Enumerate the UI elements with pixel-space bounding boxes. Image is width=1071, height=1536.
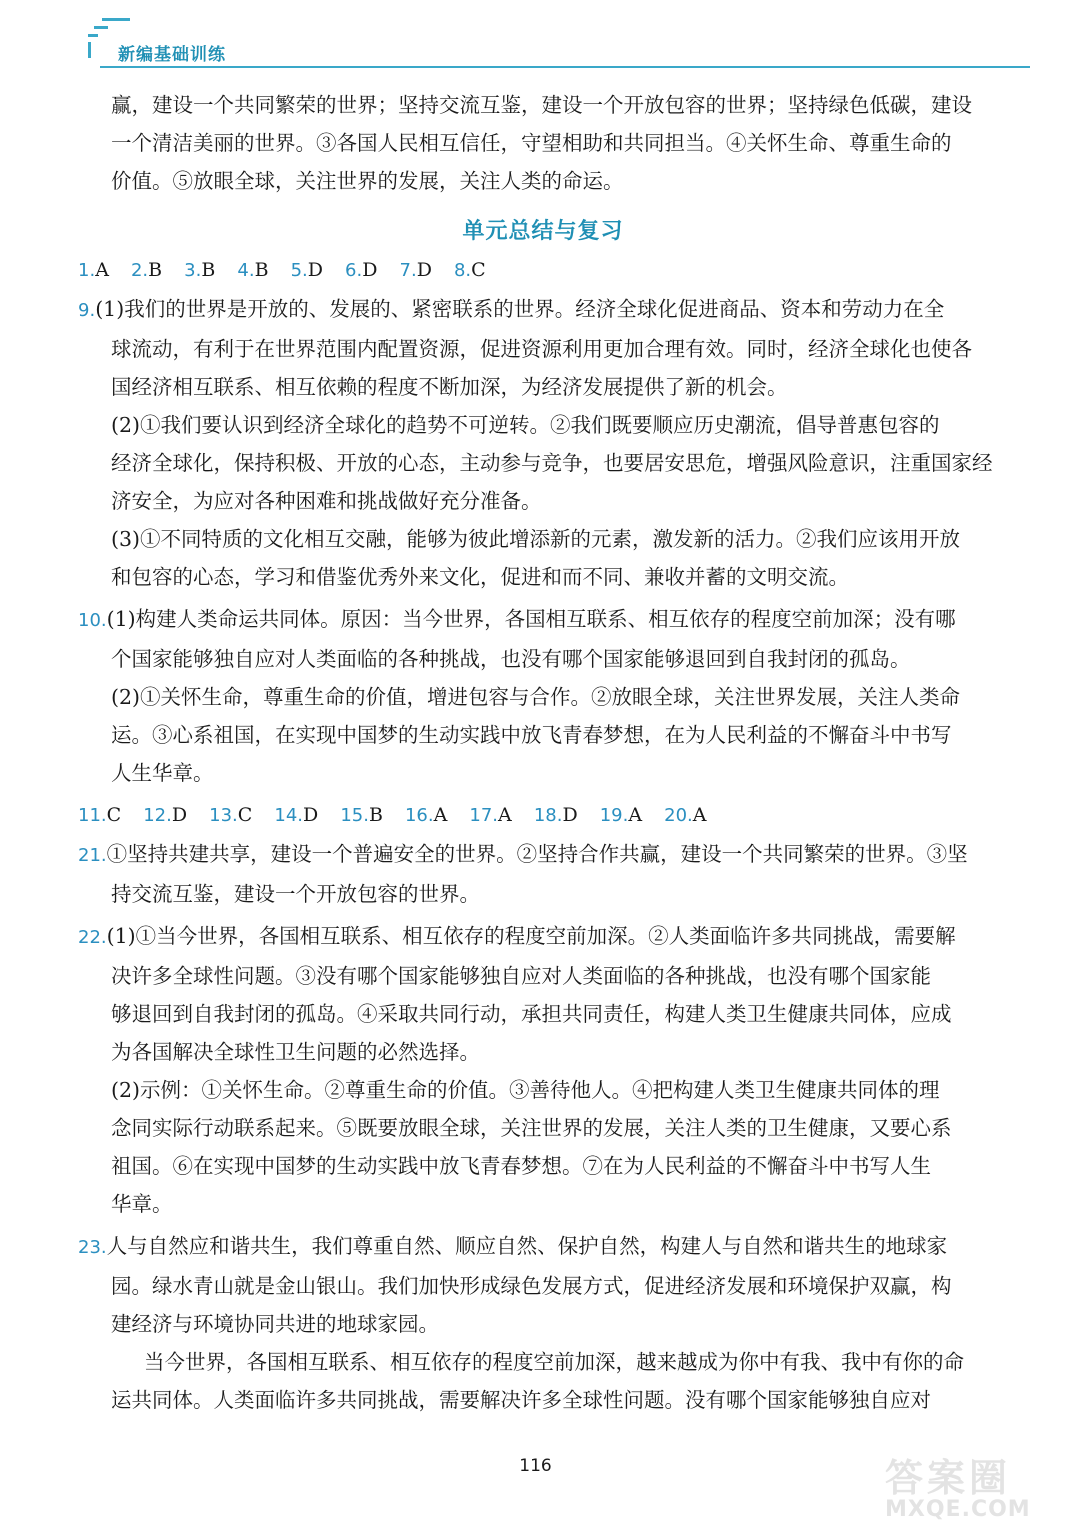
answer-item: 17.A xyxy=(469,804,512,826)
page-header xyxy=(0,0,1071,72)
answer-item: 5.D xyxy=(290,259,323,281)
text-line: 国经济相互联系、相互依赖的程度不断加深，为经济发展提供了新的机会。 xyxy=(111,375,788,399)
answer-item: 2.B xyxy=(130,259,163,281)
question-number: 23. xyxy=(78,1237,107,1258)
text-line: 华章。 xyxy=(111,1192,173,1216)
text-line: (2)①我们要认识到经济全球化的趋势不可逆转。②我们既要顺应历史潮流，倡导普惠包容的 xyxy=(111,413,940,437)
text-line: (1)我们的世界是开放的、发展的、紧密联系的世界。经济全球化促进商品、资本和劳动力在全 xyxy=(95,297,945,321)
text-line: 念同实际行动联系起来。⑤既要放眼全球，关注世界的发展，关注人类的卫生健康，又要心系 xyxy=(111,1116,952,1140)
question-23 xyxy=(78,1227,1008,1419)
question-9 xyxy=(78,290,1008,596)
question-21 xyxy=(78,835,1008,913)
answer-item: 3.B xyxy=(184,259,216,281)
section-title: 单元总结与复习 xyxy=(462,219,624,244)
page-content xyxy=(78,86,1008,1423)
watermark-logo xyxy=(885,1458,1055,1528)
watermark-text: 答案圈 xyxy=(885,1456,1012,1500)
text-line: 园。绿水青山就是金山银山。我们加快形成绿色发展方式，促进经济发展和环境保护双赢，构 xyxy=(111,1274,952,1298)
answer-item: 20.A xyxy=(664,804,707,826)
header-divider xyxy=(100,66,1030,68)
question-number: 10. xyxy=(78,610,107,631)
text-line: (1)①当今世界，各国相互联系、相互依存的程度空前加深。②人类面临许多共同挑战，需要解 xyxy=(106,924,956,948)
text-line: (2)①关怀生命，尊重生命的价值，增进包容与合作。②放眼全球，关注世界发展，关注人类命 xyxy=(111,685,961,709)
text-line: 赢，建设一个共同繁荣的世界；坚持交流互鉴，建设一个开放包容的世界；坚持绿色低碳，建设 xyxy=(111,93,972,117)
answer-item: 19.A xyxy=(599,804,643,826)
text-line: 球流动，有利于在世界范围内配置资源，促进资源利用更加合理有效。同时，经济全球化也使各 xyxy=(111,337,972,361)
text-line: (1)构建人类命运共同体。原因：当今世界，各国相互联系、相互依存的程度空前加深；没有哪 xyxy=(106,607,956,631)
text-line: 当今世界，各国相互联系、相互依存的程度空前加深，越来越成为你中有我、我中有你的命 xyxy=(144,1350,964,1374)
text-line: 经济全球化，保持积极、开放的心态，主动参与竞争，也要居安思危，增强风险意识，注重国家经 xyxy=(111,451,993,475)
answer-item: 1.A xyxy=(78,259,109,281)
text-line: 和包容的心态，学习和借鉴优秀外来文化，促进和而不同、兼收并蓄的文明交流。 xyxy=(111,565,849,589)
answer-item: 8.C xyxy=(453,259,486,281)
answer-item: 14.D xyxy=(274,804,319,826)
text-line: 决许多全球性问题。③没有哪个国家能够独自应对人类面临的各种挑战，也没有哪个国家能 xyxy=(111,964,931,988)
intro-paragraph xyxy=(78,86,1008,200)
text-line: 价值。⑤放眼全球，关注世界的发展，关注人类的命运。 xyxy=(111,169,624,193)
text-line: 祖国。⑥在实现中国梦的生动实践中放飞青春梦想。⑦在为人民利益的不懈奋斗中书写人生 xyxy=(111,1154,931,1178)
text-line: (2)示例：①关怀生命。②尊重生命的价值。③善待他人。④把构建人类卫生健康共同体的理 xyxy=(111,1078,940,1102)
answer-item: 6.D xyxy=(345,259,378,281)
question-22 xyxy=(78,917,1008,1223)
answer-item: 18.D xyxy=(533,804,578,826)
text-line: 够退回到自我封闭的孤岛。④采取共同行动，承担共同责任，构建人类卫生健康共同体，应成 xyxy=(111,1002,952,1026)
answer-item: 15.B xyxy=(340,804,383,826)
answer-row-11-20 xyxy=(78,796,1008,835)
question-number: 22. xyxy=(78,927,107,948)
answer-row-1-8 xyxy=(78,251,1008,290)
text-line: 建经济与环境协同共进的地球家园。 xyxy=(111,1312,439,1336)
text-line: 一个清洁美丽的世界。③各国人民相互信任，守望相助和共同担当。④关怀生命、尊重生命的 xyxy=(111,131,952,155)
answer-item: 4.B xyxy=(237,259,269,281)
text-line: ①坚持共建共享，建设一个普遍安全的世界。②坚持合作共赢，建设一个共同繁荣的世界。③坚 xyxy=(106,842,968,866)
question-10 xyxy=(78,600,1008,792)
answer-item: 7.D xyxy=(399,259,432,281)
header-title: 新编基础训练 xyxy=(118,45,226,65)
text-line: 人与自然应和谐共生，我们尊重自然、顺应自然、保护自然，构建人与自然和谐共生的地球家 xyxy=(106,1234,948,1258)
text-line: 人生华章。 xyxy=(111,761,214,785)
answer-item: 16.A xyxy=(404,804,448,826)
text-line: 济安全，为应对各种困难和挑战做好充分准备。 xyxy=(111,489,542,513)
answer-item: 12.D xyxy=(143,804,188,826)
question-number: 21. xyxy=(78,845,107,866)
answer-item: 11.C xyxy=(78,804,122,826)
text-line: 运共同体。人类面临许多共同挑战，需要解决许多全球性问题。没有哪个国家能够独自应对 xyxy=(111,1388,931,1412)
page-number: 116 xyxy=(519,1456,552,1476)
question-number: 9. xyxy=(78,300,96,321)
text-line: (3)①不同特质的文化相互交融，能够为彼此增添新的元素，激发新的活力。②我们应该用开放 xyxy=(111,527,961,551)
text-line: 为各国解决全球性卫生问题的必然选择。 xyxy=(111,1040,480,1064)
text-line: 个国家能够独自应对人类面临的各种挑战，也没有哪个国家能够退回到自我封闭的孤岛。 xyxy=(111,647,911,671)
watermark-url: MXQE.COM xyxy=(885,1497,1031,1522)
text-line: 运。③心系祖国，在实现中国梦的生动实践中放飞青春梦想，在为人民利益的不懈奋斗中书写 xyxy=(111,723,952,747)
answer-item: 13.C xyxy=(209,804,253,826)
text-line: 持交流互鉴，建设一个开放包容的世界。 xyxy=(111,882,480,906)
